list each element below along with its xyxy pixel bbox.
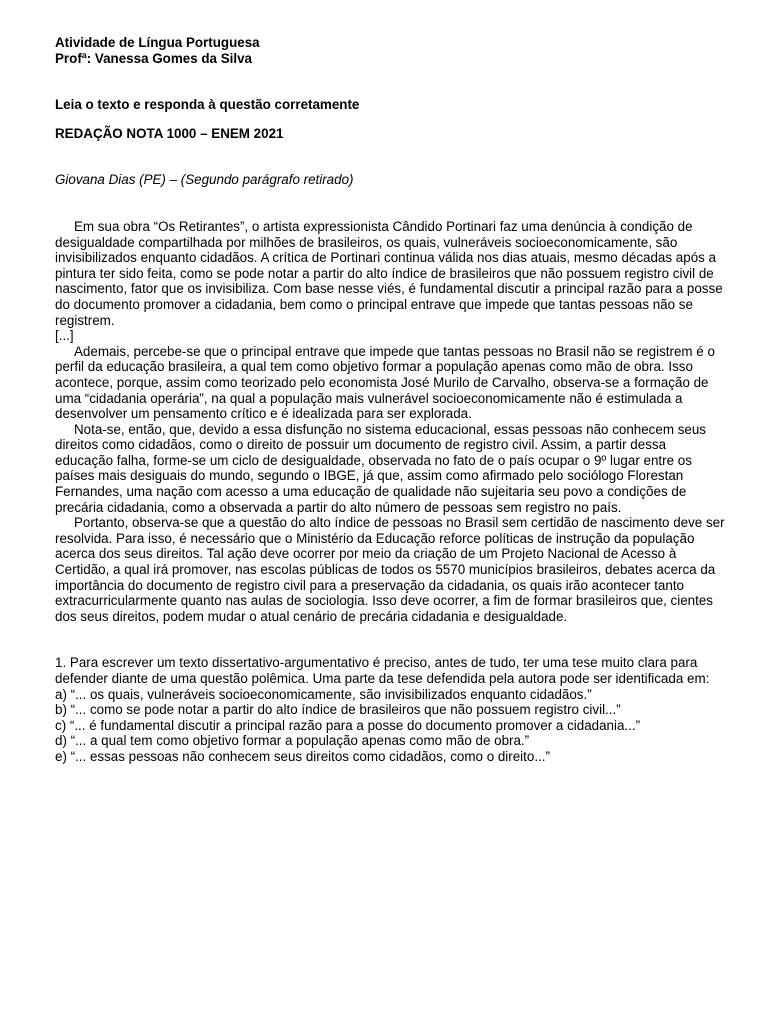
essay-ellipsis: [...] bbox=[55, 328, 74, 344]
option-b: b) “... como se pode notar a partir do alto índice de brasileiros que não possuem registro civil...” bbox=[55, 702, 621, 718]
essay-paragraph-3: Nota-se, então, que, devido a essa disfunção no sistema educacional, essas pessoas não conhecem seus direitos como cidadãos, como o direito de possuir um documento de registro civil. Assim, a partir dessa educação falha, forme-se um ciclo de desigualdade, observada no fato de o país ocupar o 9º lugar entre os países mais desiguais do mundo, segundo o IBGE, já que, assim como afirmado pelo sociólogo Florestan Fernandes, uma nação com acesso a uma educação de qualidade não sujeitaria seu povo a condições de precária cidadania, como a observada a partir do alto número de pessoas sem registro no país. bbox=[55, 421, 706, 515]
document-page bbox=[55, 35, 725, 765]
essay-author: Giovana Dias (PE) – (Segundo parágrafo retirado) bbox=[55, 172, 354, 188]
option-c: c) “... é fundamental discutir a principal razão para a posse do documento promover a cidadania...” bbox=[55, 717, 641, 733]
question-block bbox=[55, 655, 725, 764]
option-d: d) “... a qual tem como objetivo formar a população apenas como mão de obra.” bbox=[55, 733, 530, 749]
essay-title: REDAÇÃO NOTA 1000 – ENEM 2021 bbox=[55, 125, 284, 141]
essay-body bbox=[55, 219, 725, 624]
essay-paragraph-1: Em sua obra “Os Retirantes”, o artista expressionista Cândido Portinari faz uma denúncia à condição de desigualdade compartilhada por milhões de brasileiros, os quais, vulneráveis socioeconomicamente, são invisibilizados enquanto cidadãos. A crítica de Portinari continua válida nos dias atuais, mesmo décadas após a pintura ter sido feita, como se pode notar a partir do alto índice de brasileiros que não possuem registro civil de nascimento, fator que os invisibiliza. Com base nesse viés, é fundamental discutir a principal razão para a posse do documento promover a cidadania, bem como o principal entrave que impede que tantas pessoas não se registrem. bbox=[55, 218, 723, 328]
option-e: e) “... essas pessoas não conhecem seus direitos como cidadãos, como o direito...” bbox=[55, 748, 550, 764]
essay-paragraph-2: Ademais, percebe-se que o principal entrave que impede que tantas pessoas no Brasil não se registrem é o perfil da educação brasileira, a qual tem como objetivo formar a população apenas como mão de obra. Isso acontece, porque, assim como teorizado pelo economista José Murilo de Carvalho, observa-se a formação de uma “cidadania operária”, na qual a população mais vulnerável socioeconomicamente não é estimulada a desenvolver um pensamento crítico e é idealizada para ser explorada. bbox=[55, 343, 715, 422]
question-stem: 1. Para escrever um texto dissertativo-argumentativo é preciso, antes de tudo, ter uma tese muito clara para defender diante de uma questão polêmica. Uma parte da tese defendida pela autora pode ser identificada em: bbox=[55, 655, 710, 686]
course-title: Atividade de Língua Portuguesa bbox=[55, 35, 260, 50]
essay-paragraph-4: Portanto, observa-se que a questão do alto índice de pessoas no Brasil sem certidão de nascimento deve ser resolvida. Para isso, é necessário que o Ministério da Educação reforce políticas de instrução da população acerca dos seus direitos. Tal ação deve ocorrer por meio da criação de um Projeto Nacional de Acesso à Certidão, a qual irá promover, nas escolas públicas de todos os 5570 municípios brasileiros, debates acerca da importância do documento de registro civil para a preservação da cidadania, os quais irão acontecer tanto extracurricularmente quanto nas aulas de sociologia. Isso deve ocorrer, a fim de formar brasileiros que, cientes dos seus direitos, podem mudar o atual cenário de precária cidadania e desigualdade. bbox=[55, 515, 725, 624]
instruction-text: Leia o texto e responda à questão corretamente bbox=[55, 97, 360, 113]
teacher-name: Profª: Vanessa Gomes da Silva bbox=[55, 50, 252, 66]
option-a: a) “... os quais, vulneráveis socioeconomicamente, são invisibilizados enquanto cidadãos.” bbox=[55, 686, 592, 702]
